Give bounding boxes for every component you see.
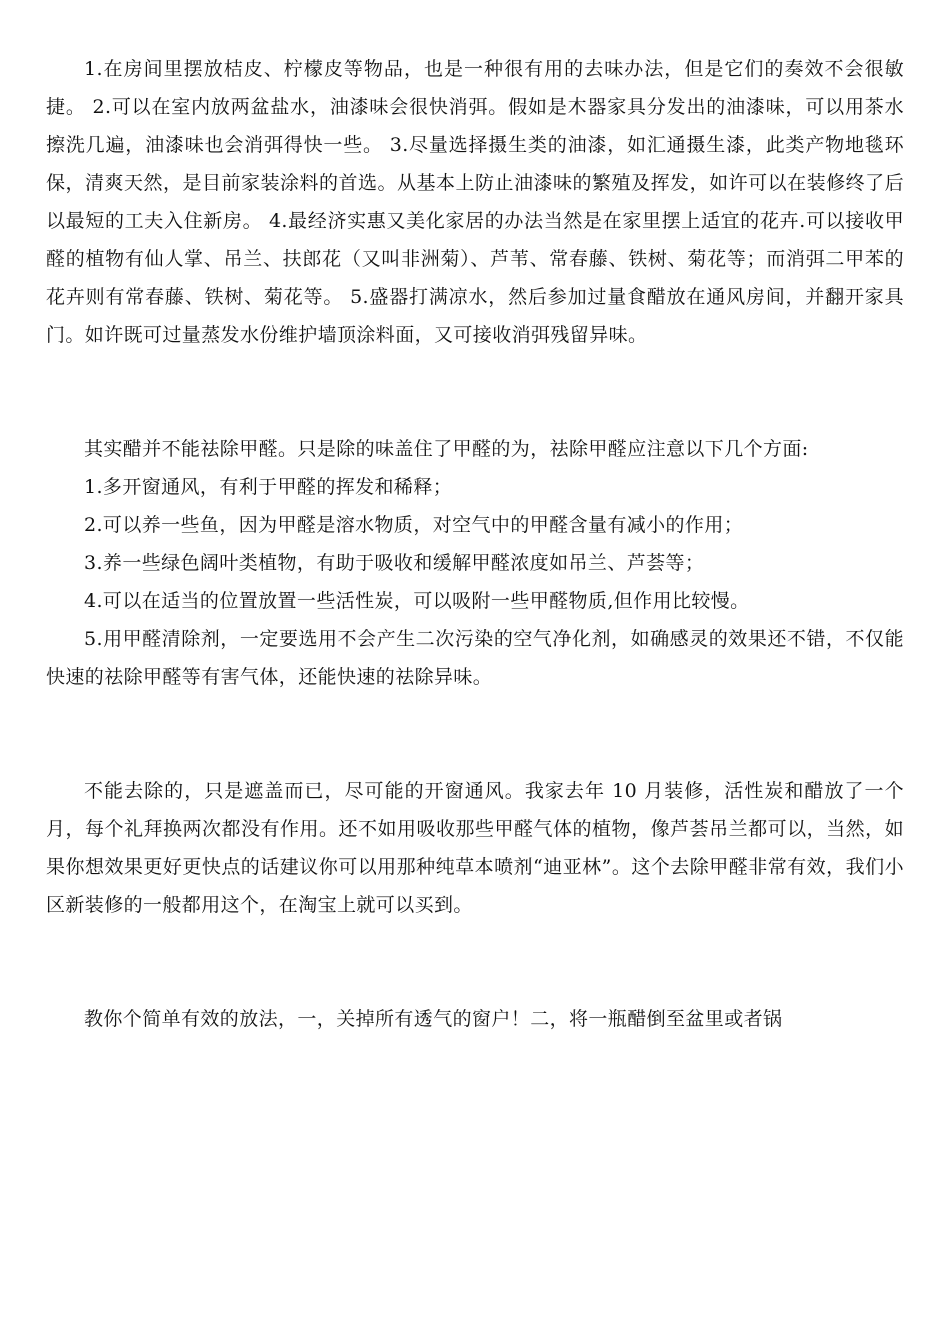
paragraph-vinegar-intro: 其实醋并不能祛除甲醛。只是除的味盖住了甲醛的为，祛除甲醛应注意以下几个方面:: [84, 438, 809, 460]
list-item: 5.用甲醛清除剂，一定要选用不会产生二次污染的空气净化剂，如确感灵的效果还不错，不仅能快速的祛除甲醛等有害气体，还能快速的祛除异味。: [46, 628, 904, 688]
list-item: 4.可以在适当的位置放置一些活性炭，可以吸附一些甲醛物质,但作用比较慢。: [84, 590, 750, 612]
paragraph-spacer: [46, 354, 904, 430]
paragraph-simple-method: 教你个简单有效的放法，一，关掉所有透气的窗户！二，将一瓶醋倒至盆里或者锅: [84, 1008, 783, 1030]
document-page: [46, 50, 904, 1038]
paragraph-odor-removal-tips: 1.在房间里摆放桔皮、柠檬皮等物品，也是一种很有用的去味办法，但是它们的奏效不会很敏捷。 2.可以在室内放两盆盐水，油漆味会很快消弭。假如是木器家具分发出的油漆味，可以用茶水擦洗几遍，油漆味也会消弭得快一些。 3.尽量选择摄生类的油漆，如汇通摄生漆，此类产物地毯环保，清爽天然，是目前家装涂料的首选。从基本上防止油漆味的繁殖及挥发，如许可以在装修终了后以最短的工夫入住新房。 4.最经济实惠又美化家居的办法当然是在家里摆上适宜的花卉.可以接收甲醛的植物有仙人掌、吊兰、扶郎花（又叫非洲菊）、芦苇、常春藤、铁树、菊花等；而消弭二甲苯的花卉则有常春藤、铁树、菊花等。 5.盛器打满凉水，然后参加过量食醋放在通风房间，并翻开家具门。如许既可过量蒸发水份维护墙顶涂料面，又可接收消弭残留异味。: [46, 58, 904, 346]
list-item: 2.可以养一些鱼，因为甲醛是溶水物质，对空气中的甲醛含量有减小的作用；: [84, 514, 744, 536]
paragraph-spacer: [46, 696, 904, 772]
paragraph-spacer: [46, 924, 904, 1000]
list-item: 3.养一些绿色阔叶类植物，有助于吸收和缓解甲醛浓度如吊兰、芦荟等；: [84, 552, 705, 574]
list-item: 1.多开窗通风，有利于甲醛的挥发和稀释；: [84, 476, 453, 498]
paragraph-personal-experience: 不能去除的，只是遮盖而已，尽可能的开窗通风。我家去年 10 月装修，活性炭和醋放了一个月，每个礼拜换两次都没有作用。还不如用吸收那些甲醛气体的植物，像芦荟吊兰都可以，当然，如果你想效果更好更快点的话建议你可以用那种纯草本喷剂“迪亚林”。这个去除甲醛非常有效，我们小区新装修的一般都用这个，在淘宝上就可以买到。: [46, 780, 904, 916]
